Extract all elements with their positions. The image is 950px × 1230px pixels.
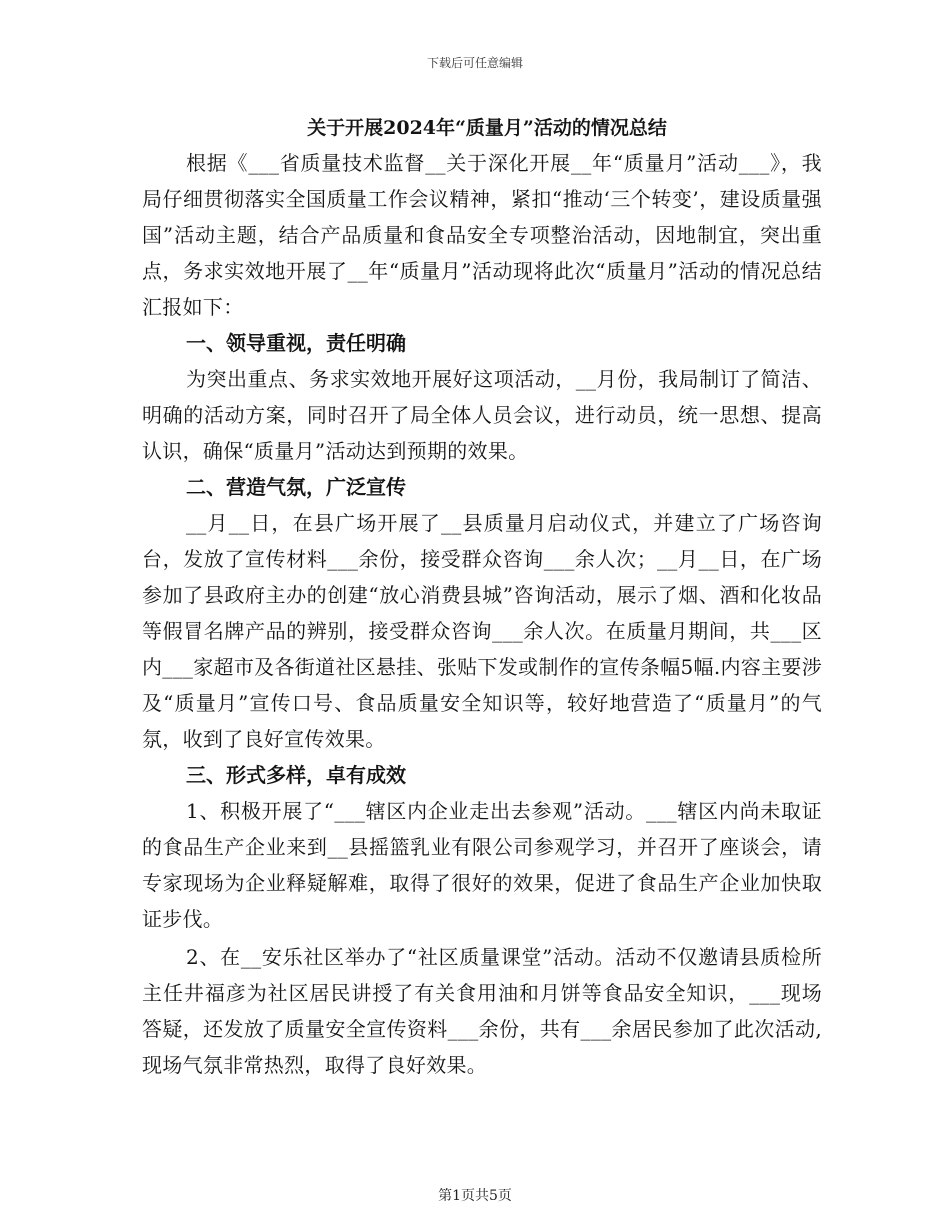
document-title: 关于开展2024年“质量月”活动的情况总结 [307, 117, 667, 139]
page-indicator: 第1页共5页 [438, 1188, 512, 1204]
section-item-1: 1、积极开展了“___辖区内企业走出去参观”活动。___辖区内尚未取证的食品生产企业来到__县摇篮乳业有限公司参观学习，并召开了座谈会，请专家现场为企业释疑解难，取得了很好的效果，促进了食品生产企业加快取证步伐。 [142, 799, 822, 931]
section-heading-3: 三、形式多样，卓有成效 [186, 763, 406, 787]
document-body [142, 112, 822, 1083]
intro-paragraph: 根据《___省质量技术监督__关于深化开展__年“质量月”活动___》，我局仔细贯彻落实全国质量工作会议精神，紧扣“推动‘三个转变’，建设质量强国”活动主题，结合产品质量和食品安全专项整治活动，因地制宜，突出重点，务求实效地开展了__年“质量月”活动现将此次“质量月”活动的情况总结汇报如下： [142, 151, 822, 319]
header-note: 下载后可任意编辑 [426, 56, 523, 70]
section-heading-1: 一、领导重视，责任明确 [186, 331, 406, 355]
section-paragraph-2: __月__日，在县广场开展了__县质量月启动仪式，并建立了广场咨询台，发放了宣传材料___余份，接受群众咨询___余人次；__月__日，在广场参加了县政府主办的创建“放心消费县城”咨询活动，展示了烟、酒和化妆品等假冒名牌产品的辨别，接受群众咨询___余人次。在质量月期间，共___区内___家超市及各街道社区悬挂、张贴下发或制作的宣传条幅5幅.内容主要涉及“质量月”宣传口号、食品质量安全知识等，较好地营造了“质量月”的气氛，收到了良好宣传效果。 [142, 511, 822, 751]
section-item-2: 2、在__安乐社区举办了“社区质量课堂”活动。活动不仅邀请县质检所主任井福彦为社区居民讲授了有关食用油和月饼等食品安全知识，___现场答疑，还发放了质量安全宣传资料___余份，共有___余居民参加了此次活动,现场气氛非常热烈，取得了良好效果。 [142, 945, 822, 1077]
section-heading-2: 二、营造气氛，广泛宣传 [186, 475, 406, 499]
section-paragraph-1: 为突出重点、务求实效地开展好这项活动，__月份，我局制订了简洁、明确的活动方案，同时召开了局全体人员会议，进行动员，统一思想、提高认识，确保“质量月”活动达到预期的效果。 [142, 367, 822, 463]
